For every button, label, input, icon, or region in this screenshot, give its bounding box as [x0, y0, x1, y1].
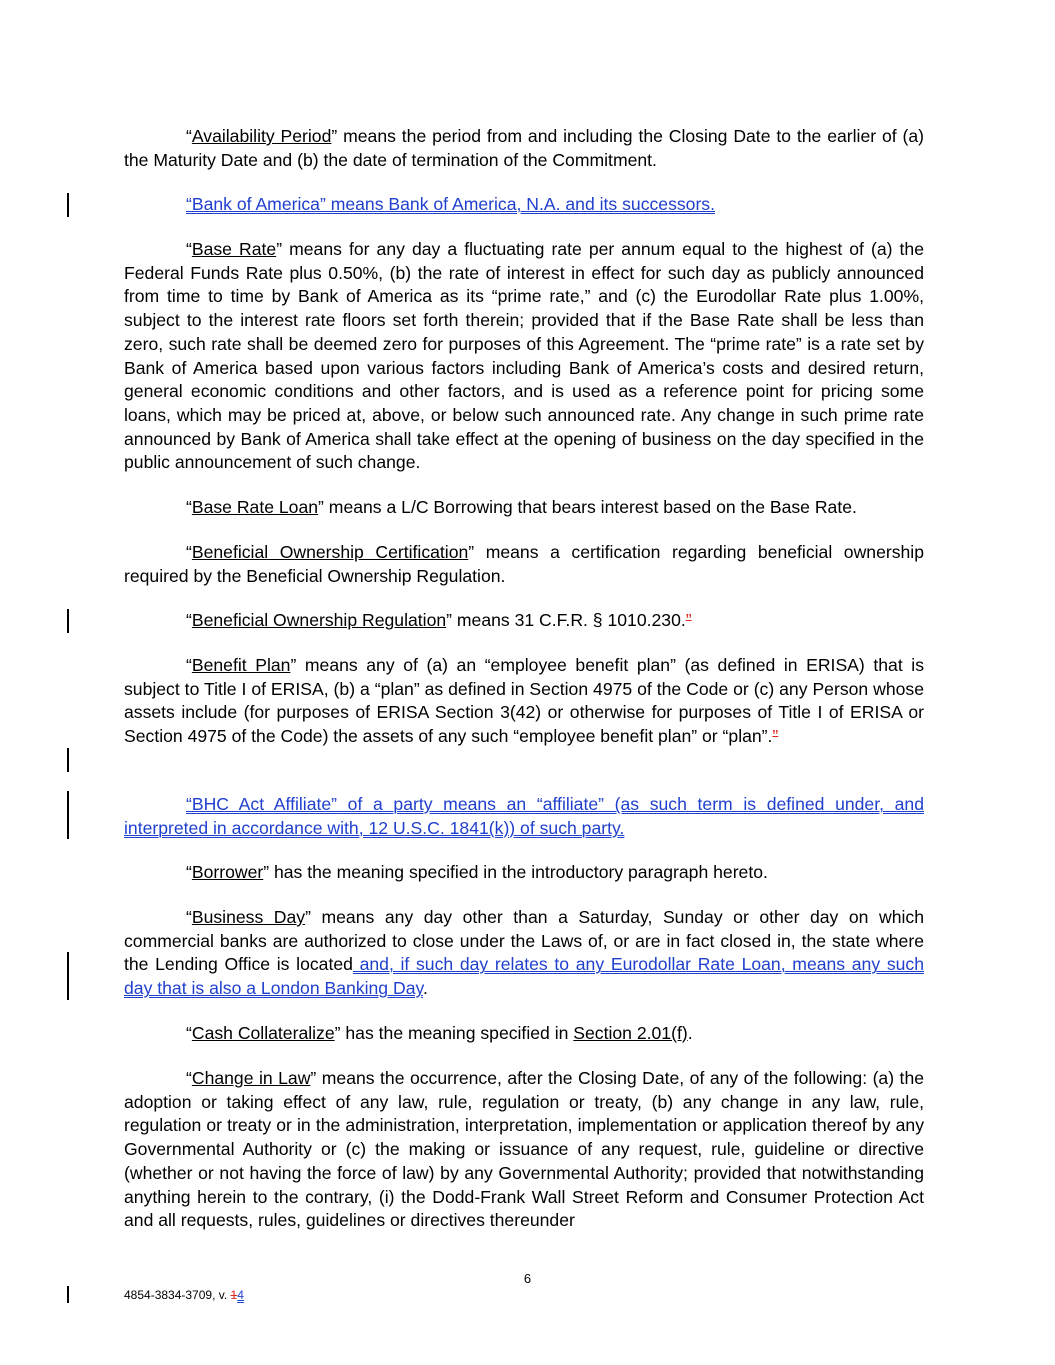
defined-term: Base Rate Loan [191, 497, 319, 517]
definition-beneficial-ownership-certification: “Beneficial Ownership Certification” means a certification regarding beneficial ownership required by the Beneficial Ownership Regulation. [124, 542, 924, 586]
definition-cash-collateralize: “Cash Collateralize” has the meaning specified in Section 2.01(f). [186, 1023, 693, 1043]
definition-bhc-act-affiliate [124, 793, 924, 840]
change-bar [67, 1286, 69, 1303]
inserted-text: and, if such day relates to any Eurodollar Rate Loan, means any such day that is also a London Banking Day [124, 954, 924, 999]
definition-borrower: “Borrower” has the meaning specified in the introductory paragraph hereto. [186, 862, 768, 882]
document-id: 4854-3834-3709, v. 14 [124, 1288, 244, 1302]
defined-term: Beneficial Ownership Certification [191, 542, 469, 562]
definition-benefit-plan: “Benefit Plan” means any of (a) an “employee benefit plan” (as defined in ERISA) that is subject to Title I of ERISA, (b) a “plan” as defined in Section 4975 of the Code or (c) any Person whose assets include (for purposes of ERISA Section 3(42) or otherwise for purposes of Title I of ERISA or Section 4975 of the Code) the assets of any such “employee benefit plan” or “plan”.” [124, 655, 924, 747]
inserted-text: “Bank of America” means Bank of America, N.A. and its successors. [186, 194, 715, 214]
definition-business-day: “Business Day” means any day other than a Saturday, Sunday or other day on which commercial banks are authorized to close under the Laws of, or are in fact closed in, the state where the Lending Office is located and, if such day relates to any Eurodollar Rate Loan, means any such day that is also a London Banking Day. [124, 907, 924, 999]
defined-term: Beneficial Ownership Regulation [191, 610, 447, 630]
deleted-text: ” [685, 610, 692, 630]
defined-term: Cash Collateralize [191, 1023, 335, 1043]
section-reference: Section 2.01(f) [573, 1023, 688, 1043]
page-number: 6 [523, 1271, 532, 1286]
change-bar [67, 748, 69, 772]
definition-availability-period: “Availability Period” means the period from and including the Closing Date to the earlier of (a) the Maturity Date and (b) the date of termination of the Commitment. [124, 126, 924, 170]
change-bar [67, 609, 69, 633]
defined-term: Borrower [191, 862, 264, 882]
inserted-text: “BHC Act Affiliate” of a party means an “affiliate” (as such term is defined under, and interpreted in accordance with, 12 U.S.C. 1841(k)) of such party. [124, 794, 924, 838]
definition-base-rate-loan: “Base Rate Loan” means a L/C Borrowing that bears interest based on the Base Rate. [186, 497, 857, 517]
definition-bank-of-america [124, 193, 924, 217]
deleted-text: 1 [230, 1288, 238, 1302]
defined-term: Availability Period [191, 126, 332, 146]
defined-term: Base Rate [191, 239, 277, 259]
defined-term: Benefit Plan [191, 655, 291, 675]
definition-base-rate: “Base Rate” means for any day a fluctuating rate per annum equal to the highest of (a) the Federal Funds Rate plus 0.50%, (b) the rate of interest in effect for such day as publicly announced from time to time by Bank of America as its “prime rate,” and (c) the Eurodollar Rate plus 1.00%, subject to the interest rate floors set forth therein; provided that if the Base Rate shall be less than zero, such rate shall be deemed zero for purposes of this Agreement. The “prime rate” is a rate set by Bank of America based upon various factors including Bank of America’s costs and desired return, general economic conditions and other factors, and is used as a reference point for pricing some loans, which may be priced at, above, or below such announced rate. Any change in such prime rate announced by Bank of America shall take effect at the opening of business on the day specified in the public announcement of such change. [124, 239, 925, 473]
inserted-text: 4 [237, 1288, 244, 1302]
change-bar [67, 193, 69, 217]
change-bar [67, 952, 69, 1000]
deleted-text: ” [772, 726, 779, 747]
defined-term: Business Day [191, 907, 306, 927]
definition-change-in-law: “Change in Law” means the occurrence, after the Closing Date, of any of the following: (a) the adoption or taking effect of any law, rule, regulation or treaty, (b) any change in any law, rule, regulation or treaty or in the administration, interpretation, implementation or application thereof by any Governmental Authority or (c) the making or issuance of any request, rule, guideline or directive (whether or not having the force of law) by any Governmental Authority; provided that notwithstanding anything herein to the contrary, (i) the Dodd-Frank Wall Street Reform and Consumer Protection Act and all requests, rules, guidelines or directives thereunder [124, 1068, 925, 1231]
defined-term: Change in Law [191, 1068, 311, 1088]
change-bar [67, 791, 69, 839]
definition-beneficial-ownership-regulation: “Beneficial Ownership Regulation” means 31 C.F.R. § 1010.230.” [186, 610, 692, 630]
